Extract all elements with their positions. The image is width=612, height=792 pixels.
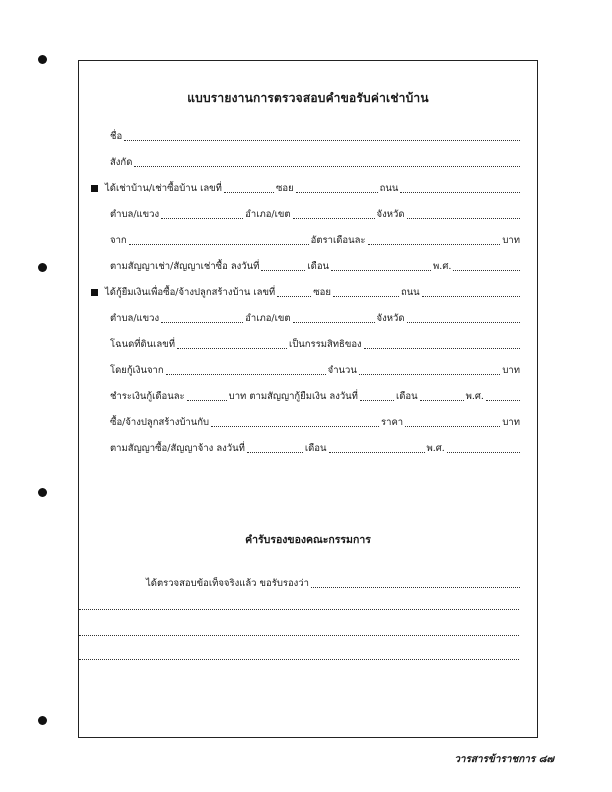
loan-soi-label: ซอย (313, 287, 331, 298)
name-field[interactable] (124, 140, 520, 141)
loan-amount-field[interactable] (359, 374, 501, 375)
rent-road-field[interactable] (400, 192, 520, 193)
loan-baht-label: บาท (502, 365, 520, 376)
rent-from-field[interactable] (129, 244, 309, 245)
committee-line-3[interactable] (79, 659, 519, 660)
loan-contract-date-label: บาท ตามสัญญากู้ยืมเงิน ลงวันที่ (228, 391, 358, 402)
loan-buy-contract-label: ตามสัญญาซื้อ/สัญญาจ้าง ลงวันที่ (110, 443, 245, 454)
loan-contract-row (109, 441, 521, 455)
affiliation-row (109, 155, 521, 169)
form-title: แบบรายงานการตรวจสอบคำขอรับค่าเช่าบ้าน (187, 91, 429, 105)
rent-be-label: พ.ศ. (433, 261, 452, 272)
loan-owner-field[interactable] (364, 348, 520, 349)
punch-hole-mark (38, 716, 47, 725)
loan-buy-contract-month-field[interactable] (329, 452, 425, 453)
loan-price-label: ราคา (381, 417, 404, 428)
loan-subdistrict-field[interactable] (161, 322, 243, 323)
rent-road-label: ถนน (379, 183, 399, 194)
rent-soi-field[interactable] (296, 192, 378, 193)
rent-rate-field[interactable] (368, 244, 501, 245)
rent-address-row (91, 181, 521, 195)
page-footer: วารสารข้าราชการ ๘๗ (454, 754, 554, 765)
rent-from-label: จาก (110, 235, 127, 246)
bullet-square-icon (91, 185, 98, 192)
name-row (109, 129, 521, 143)
rent-contract-month-field[interactable] (331, 270, 431, 271)
committee-heading: คำรับรองของคณะกรรมการ (245, 534, 371, 546)
affiliation-field[interactable] (134, 166, 520, 167)
loan-heading-label: ได้กู้ยืมเงินเพื่อซื้อ/จ้างปลูกสร้างบ้าน เลขที่ (105, 287, 276, 298)
loan-lender-field[interactable] (166, 374, 326, 375)
rent-contract-day-field[interactable] (261, 270, 305, 271)
loan-district-label: อำเภอ/เขต (245, 313, 291, 324)
loan-buy-contract-year-field[interactable] (447, 452, 520, 453)
rent-month-label: เดือน (307, 261, 330, 272)
loan-price-field[interactable] (405, 426, 500, 427)
rent-province-label: จังหวัด (376, 209, 405, 220)
loan-payment-row (109, 389, 521, 403)
rent-heading-label: ได้เช่าบ้าน/เช่าซื้อบ้าน เลขที่ (105, 183, 222, 194)
loan-monthly-payment-field[interactable] (187, 400, 227, 401)
rent-subdistrict-label: ตำบล/แขวง (110, 209, 160, 220)
loan-month-label: เดือน (395, 391, 418, 402)
rent-baht-label: บาท (502, 235, 520, 246)
loan-road-label: ถนน (400, 287, 420, 298)
rent-rate-label: อัตราเดือนละ (310, 235, 366, 246)
loan-deed-field[interactable] (177, 348, 287, 349)
rent-from-row (109, 233, 521, 247)
committee-statement-field[interactable] (311, 587, 520, 588)
rent-contract-year-field[interactable] (453, 270, 520, 271)
loan-road-field[interactable] (422, 296, 520, 297)
loan-owner-label: เป็นกรรมสิทธิของ (289, 339, 362, 350)
rent-location-row (109, 207, 521, 221)
loan-buy-month-label: เดือน (304, 443, 327, 454)
bullet-square-icon (91, 289, 98, 296)
loan-soi-field[interactable] (333, 296, 399, 297)
name-label: ชื่อ (110, 131, 123, 142)
loan-lender-row (109, 363, 521, 377)
loan-location-row (109, 311, 521, 325)
loan-deed-label: โฉนดที่ดินเลขที่ (110, 339, 175, 350)
committee-line-1[interactable] (79, 609, 519, 610)
committee-statement-row (145, 576, 521, 590)
committee-statement-label: ได้ตรวจสอบข้อเท็จจริงแล้ว ขอรับรองว่า (146, 578, 309, 589)
loan-pay-monthly-label: ชำระเงินกู้เดือนละ (110, 391, 185, 402)
loan-address-row (91, 285, 521, 299)
rent-contract-label: ตามสัญญาเช่า/สัญญาเช่าซื้อ ลงวันที่ (110, 261, 260, 272)
rent-soi-label: ซอย (275, 183, 294, 194)
punch-hole-mark (38, 488, 47, 497)
loan-price-baht-label: บาท (502, 417, 520, 428)
punch-hole-mark (38, 55, 47, 64)
loan-builder-field[interactable] (211, 426, 379, 427)
loan-district-field[interactable] (293, 322, 375, 323)
loan-subdistrict-label: ตำบล/แขวง (110, 313, 160, 324)
rent-district-field[interactable] (293, 218, 375, 219)
loan-borrow-from-label: โดยกู้เงินจาก (110, 365, 164, 376)
loan-buy-be-label: พ.ศ. (426, 443, 445, 454)
loan-province-field[interactable] (407, 322, 520, 323)
loan-contract-month-field[interactable] (420, 400, 464, 401)
punch-hole-mark (38, 263, 47, 272)
rent-house-number-field[interactable] (224, 192, 274, 193)
affiliation-label: สังกัด (110, 157, 133, 168)
loan-contract-year-field[interactable] (486, 400, 520, 401)
loan-builder-row (109, 415, 521, 429)
rent-province-field[interactable] (407, 218, 520, 219)
loan-house-number-field[interactable] (277, 296, 311, 297)
loan-contract-day-field[interactable] (360, 400, 394, 401)
rent-district-label: อำเภอ/เขต (245, 209, 291, 220)
loan-deed-row (109, 337, 521, 351)
loan-amount-label: จำนวน (327, 365, 357, 376)
rent-contract-row (109, 259, 521, 273)
rent-subdistrict-field[interactable] (161, 218, 243, 219)
form-frame (78, 60, 538, 738)
committee-line-2[interactable] (79, 635, 519, 636)
loan-province-label: จังหวัด (376, 313, 405, 324)
loan-builder-label: ซื้อ/จ้างปลูกสร้างบ้านกับ (110, 417, 210, 428)
loan-be-label: พ.ศ. (465, 391, 484, 402)
loan-buy-contract-day-field[interactable] (247, 452, 303, 453)
